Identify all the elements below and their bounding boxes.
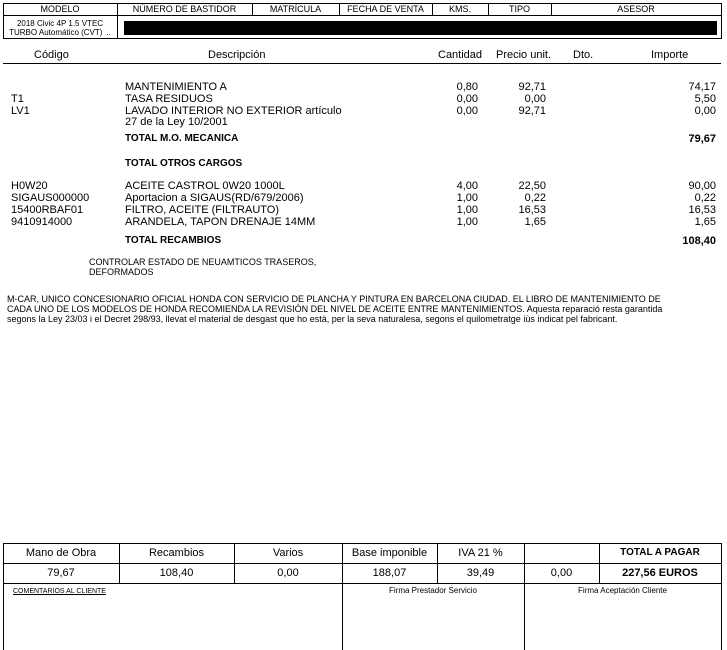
- total-mo-mecanica: TOTAL M.O. MECANICA 79,67: [125, 133, 716, 145]
- disclaimer: M-CAR, UNICO CONCESIONARIO OFICIAL HONDA CON SERVICIO DE PLANCHA Y PINTURA EN BARCELONA CIUDAD. EL LIBRO DE MANTENIMIENTO DE CADA UNO DE LOS MODELOS DE HONDA RECOMIENDA LA REVISIÓN DEL NIVEL DE ACEITE ENTRE MANTENIMIENTOS. Aquesta reparació resta garantida segons la Ley 23/03 i el Decret 298/93, llevat el material de desgast que ho està, per la seva naturalesa, segons el quilometratge iùs indicat pel fabricant.: [7, 294, 663, 324]
- firma-prestador-label: Firma Prestador Servicio: [388, 586, 478, 595]
- label-recambios: Recambios: [148, 547, 205, 559]
- line-item: 27 de la Ley 10/2001: [125, 116, 228, 128]
- line-item: H0W20 ACEITE CASTROL 0W20 1000L 4,00 22,50 90,00: [11, 180, 716, 192]
- value-varios: 0,00: [277, 567, 299, 579]
- comments-label: COMENTARIOS AL CLIENTE: [13, 588, 106, 595]
- line-item: 9410914000 ARANDELA, TAPON DRENAJE 14MM 1,00 1,65 1,65: [11, 216, 716, 228]
- line-item: LV1 LAVADO INTERIOR NO EXTERIOR artículo 0,00 92,71 0,00: [11, 105, 716, 117]
- header-col-bastidor: NÚMERO DE BASTIDOR: [132, 4, 237, 14]
- line-item: 15400RBAF01 FILTRO, ACEITE (FILTRAUTO) 1,00 16,53 16,53: [11, 204, 716, 216]
- label-mano-obra: Mano de Obra: [25, 547, 97, 559]
- value-mano-obra: 79,67: [47, 567, 75, 579]
- header-col-modelo: MODELO: [40, 4, 80, 14]
- header-col-asesor: ASESOR: [617, 4, 655, 14]
- vehicle-model: [4, 19, 116, 37]
- col-precio-unit: Precio unit.: [496, 49, 552, 61]
- value-iva: 39,49: [466, 567, 495, 579]
- value-total-a-pagar: 227,56 EUROS: [622, 567, 698, 579]
- remark: CONTROLAR ESTADO DE NEUAMTICOS TRASEROS, DEFORMADOS: [89, 257, 317, 277]
- total-otros-cargos: TOTAL OTROS CARGOS: [125, 158, 243, 169]
- value-base-imponible: 188,07: [372, 567, 407, 579]
- col-descripcion: Descripción: [208, 49, 266, 61]
- vehicle-model-line1: 2018 Civic 4P 1.5 VTEC: [16, 19, 104, 28]
- col-cantidad: Cantidad: [438, 49, 483, 61]
- firma-cliente-label: Firma Aceptación Cliente: [578, 586, 667, 595]
- vehicle-model-line2: TURBO Automático (CVT) ..: [9, 28, 111, 37]
- header-col-fecha-venta: FECHA DE VENTA: [347, 4, 424, 14]
- col-codigo: Código: [34, 49, 69, 61]
- line-item: MANTENIMIENTO A 0,80 92,71 74,17: [125, 81, 716, 93]
- label-varios: Varios: [272, 547, 304, 559]
- col-dto: Dto.: [573, 49, 594, 61]
- header-col-kms: KMS.: [448, 4, 471, 14]
- header-col-tipo: TIPO: [508, 4, 530, 14]
- line-item: T1 TASA RESIDUOS 0,00 0,00 5,50: [11, 93, 716, 105]
- label-total-a-pagar: TOTAL A PAGAR: [620, 547, 700, 558]
- line-item: SIGAUS000000 Aportacion a SIGAUS(RD/679/2006) 1,00 0,22 0,22: [11, 192, 716, 204]
- header-col-matricula: MATRÍCULA: [269, 4, 322, 14]
- label-iva: IVA 21 %: [458, 547, 503, 559]
- value-recambios: 108,40: [159, 567, 194, 579]
- label-base-imponible: Base imponible: [351, 547, 428, 559]
- col-importe: Importe: [651, 49, 689, 61]
- redacted-vehicle-info: [124, 21, 717, 35]
- total-recambios: TOTAL RECAMBIOS 108,40: [125, 235, 716, 247]
- value-blank: 0,00: [550, 567, 573, 579]
